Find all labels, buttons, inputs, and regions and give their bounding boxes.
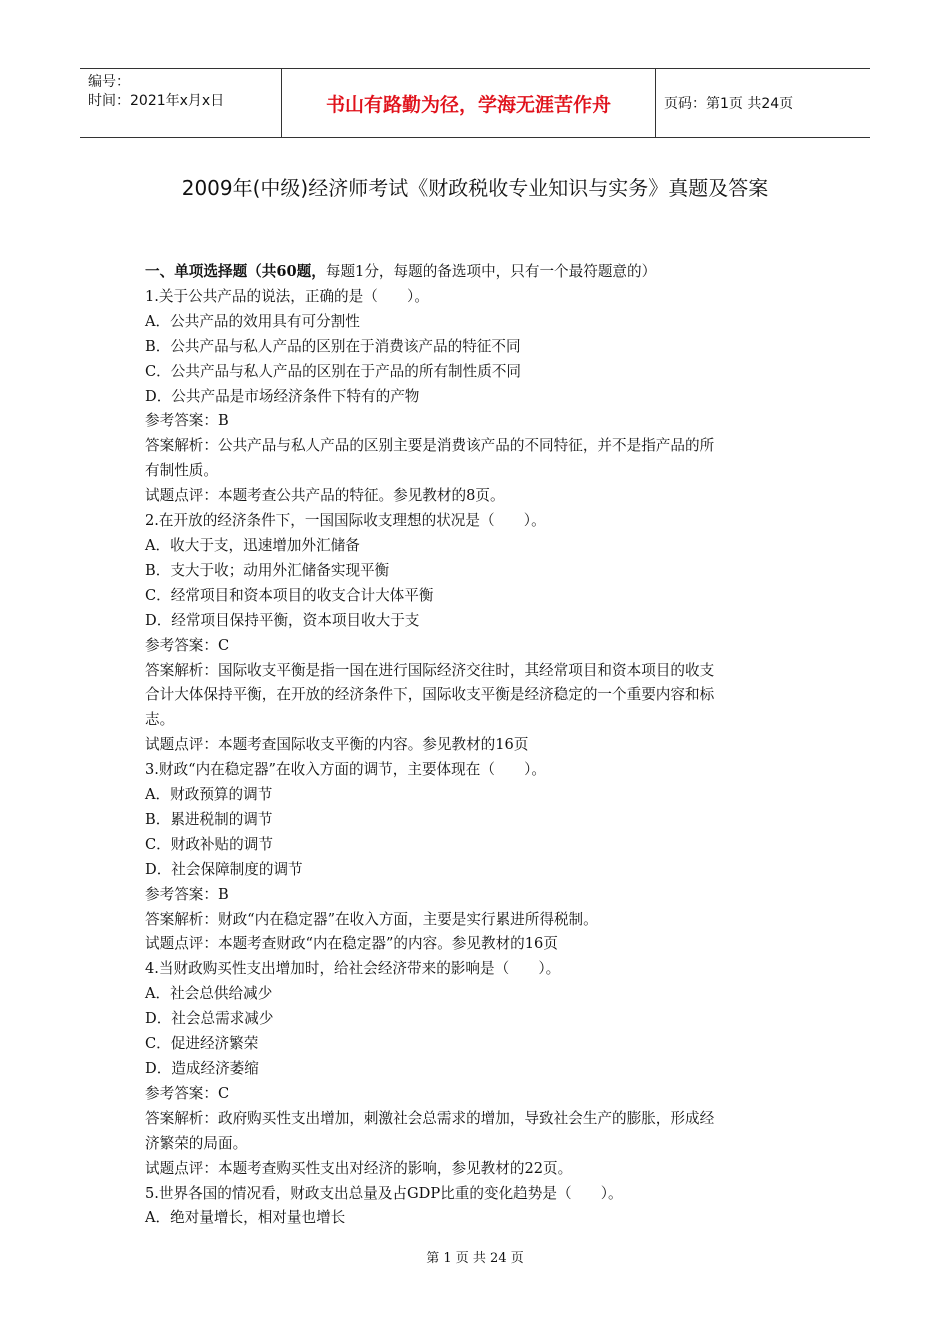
text-line: C．经常项目和资本项目的收支合计大体平衡 [145,586,434,604]
header-motto: 书山有路勤为径，学海无涯苦作舟 [281,69,656,137]
text-line: 试题点评：本题考查购买性支出对经济的影响，参见教材的22页。 [145,1159,573,1177]
text-line: 参考答案：C [145,636,230,654]
text-line: 1.关于公共产品的说法，正确的是（ ）。 [145,287,429,305]
text-line: D．造成经济萎缩 [145,1060,259,1077]
text-line: B．支大于收；动用外汇储备实现平衡 [145,561,390,579]
text-line: A．收大于支，迅速增加外汇储备 [145,536,360,554]
text-line: D．社会总需求减少 [145,1010,274,1028]
text-line: 试题点评：本题考查公共产品的特征。参见教材的8页。 [145,487,505,505]
header-page-info: 页码：第1页 共24页 [664,96,794,112]
text-line: 答案解析：国际收支平衡是指一国在进行国际经济交往时，其经常项目和资本项目的收支 [145,661,715,679]
text-line: 2.在开放的经济条件下，一国国际收支理想的状况是（ ）。 [145,512,546,530]
time-label: 时间：2021年x月x日 [88,93,225,109]
text-line: 4.当财政购买性支出增加时，给社会经济带来的影响是（ ）。 [145,960,561,978]
text-line: 答案解析：公共产品与私人产品的区别主要是消费该产品的不同特征，并不是指产品的所 [145,437,715,455]
text-line: 试题点评：本题考查国际收支平衡的内容。参见教材的16页 [145,736,529,754]
text-line: 有制性质。 [145,462,218,480]
text-line: A．财政预算的调节 [145,786,273,804]
text-line: 参考答案：B [145,412,229,430]
text-line: 参考答案：B [145,885,229,903]
text-line: 济繁荣的局面。 [145,1134,248,1152]
text-line: A．公共产品的效用具有可分割性 [145,312,360,330]
page-header [80,68,870,138]
text-line: 试题点评：本题考查财政“内在稳定器”的内容。参见教材的16页 [145,935,558,953]
text-line: D．公共产品是市场经济条件下特有的产物 [145,387,420,405]
question-lines [145,285,813,1231]
text-line: D．经常项目保持平衡，资本项目收大于支 [145,611,420,629]
document-body [145,260,813,1231]
text-line: B．公共产品与私人产品的区别在于消费该产品的特征不同 [145,337,521,355]
text-line: 志。 [145,711,175,729]
text-line: 参考答案：C [145,1084,230,1102]
number-label: 编号： [88,74,130,90]
text-line: B．累进税制的调节 [145,810,273,828]
header-meta [88,73,224,111]
text-line: A．绝对量增长，相对量也增长 [145,1209,346,1227]
page-footer: 第 1 页 共 24 页 [426,1251,524,1266]
text-line: 合计大体保持平衡，在开放的经济条件下，国际收支平衡是经济稳定的一个重要内容和标 [145,686,715,704]
text-line: C．促进经济繁荣 [145,1035,259,1053]
section-heading: 一、单项选择题（共60题，每题1分，每题的备选项中，只有一个最符题意的） [145,263,657,280]
text-line: A．社会总供给减少 [145,985,273,1003]
document-title: 2009年(中级)经济师考试《财政税收专业知识与实务》真题及答案 [181,176,769,200]
text-line: C．公共产品与私人产品的区别在于产品的所有制性质不同 [145,362,522,380]
text-line: C．财政补贴的调节 [145,835,273,853]
text-line: 答案解析：财政“内在稳定器”在收入方面，主要是实行累进所得税制。 [145,910,598,928]
text-line: 答案解析：政府购买性支出增加，刺激社会总需求的增加，导致社会生产的膨胀，形成经 [145,1109,715,1127]
text-line: 5.世界各国的情况看，财政支出总量及占GDP比重的变化趋势是（ ）。 [145,1184,623,1202]
text-line: 3.财政“内在稳定器”在收入方面的调节，主要体现在（ ）。 [145,761,546,779]
text-line: D．社会保障制度的调节 [145,860,303,878]
